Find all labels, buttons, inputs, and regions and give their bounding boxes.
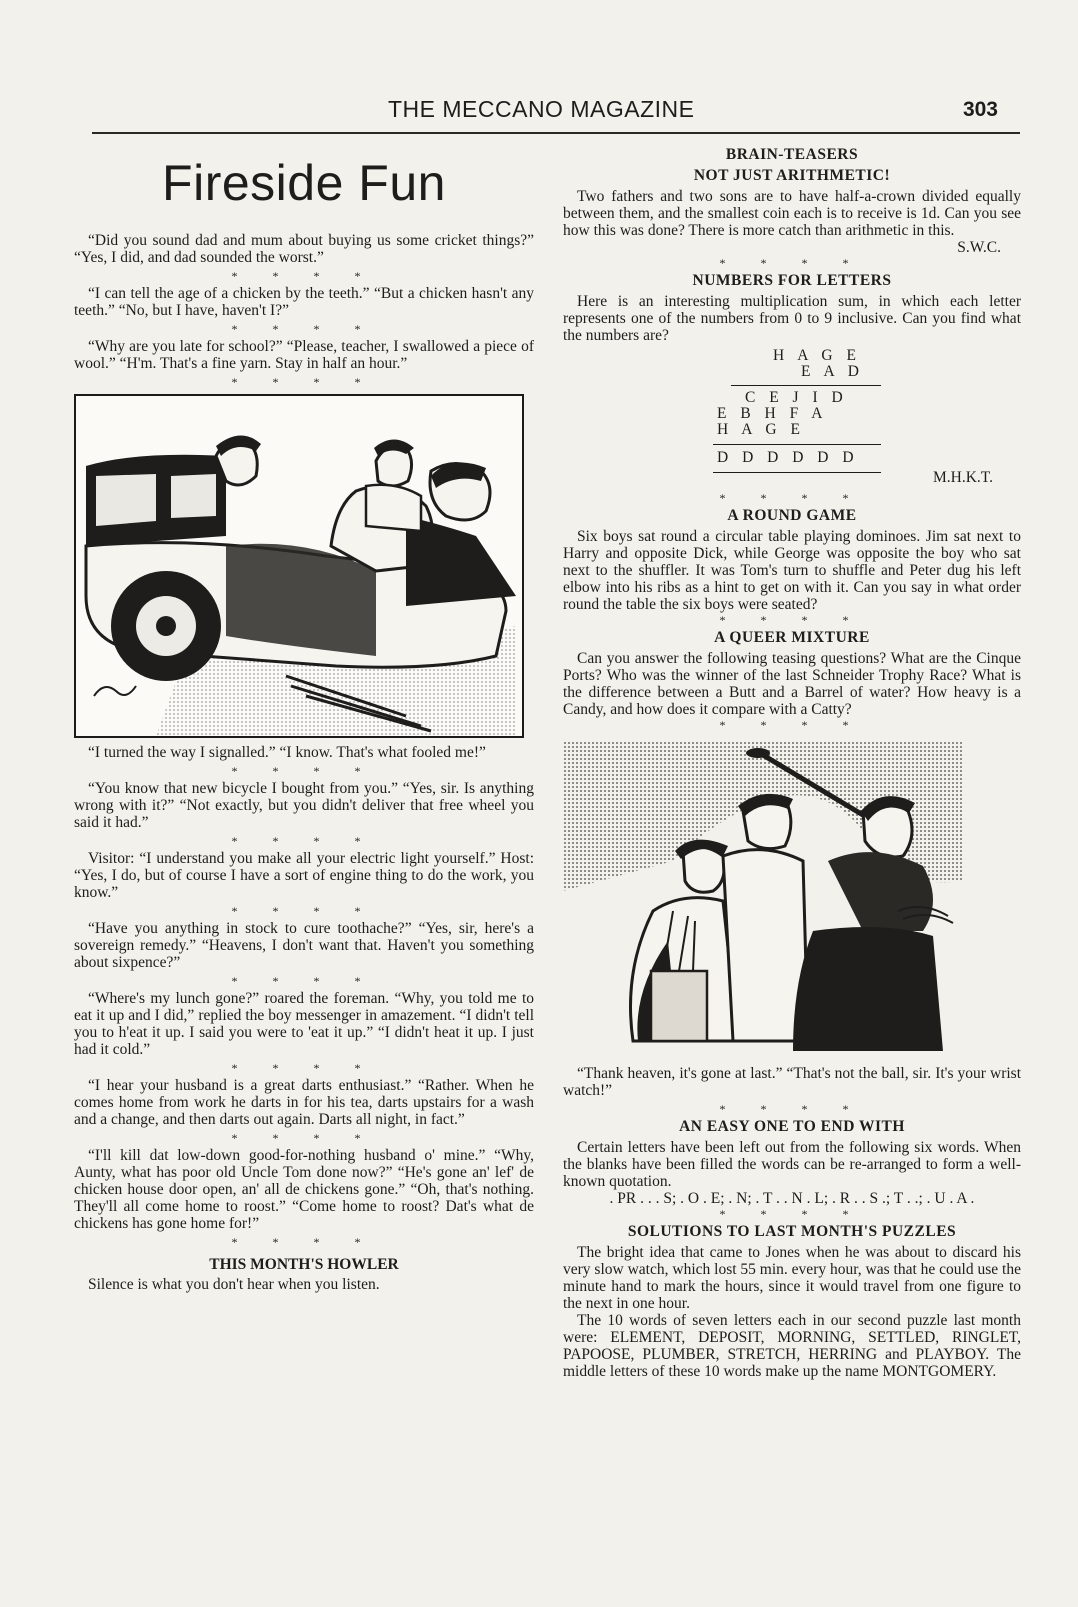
- howler-text: Silence is what you don't hear when you listen.: [88, 1276, 380, 1293]
- joke: “Where's my lunch gone?” roared the foreman. “Why, you told me to eat it up and I did,” replied the boy messenger in amazement. “I didn't tell you to h'eat it up. I said you were to 'eat it up.” “I didn't heat it up. I just had it cold.”: [74, 990, 534, 1058]
- puzzle-signature: M.H.K.T.: [933, 469, 993, 486]
- separator-stars: * * * *: [231, 904, 377, 918]
- puzzle-heading: NUMBERS FOR LETTERS: [692, 272, 892, 289]
- sum-row: H A G E: [717, 421, 805, 438]
- howler-heading: THIS MONTH'S HOWLER: [209, 1256, 399, 1273]
- sum-rule: [713, 472, 881, 473]
- joke: “I hear your husband is a great darts enthusiast.” “Rather. When he comes home from work he darts in for his tea, darts upstairs for a wash and a change, and then darts out again. Darts all night, in fact.”: [74, 1077, 534, 1128]
- separator-stars: * * * *: [719, 613, 865, 627]
- solution-text: The bright idea that came to Jones when he was about to discard his very slow watch, which lost 55 min. every hour, was that he could use the minute hand to mark the hours, since it would travel from one figure to the next in one hour.: [563, 1244, 1021, 1312]
- separator-stars: * * * *: [231, 1061, 377, 1075]
- joke: “You know that new bicycle I bought from you.” “Yes, sir. Is anything wrong with it?” “Not exactly, but you didn't deliver that free wheel you said it had.”: [74, 780, 534, 831]
- joke: Visitor: “I understand you make all your electric light yourself.” Host: “Yes, I do, but of course I have a sort of engine thing to do the work, you know.”: [74, 850, 534, 901]
- puzzle-text: Six boys sat round a circular table playing dominoes. Jim sat next to Harry and opposite Dick, while George was opposite the boy who sat next to the shuffler. It was Tom's turn to shuffle and Peter dug his left elbow into his ribs as a hint to get on with it. Can you say in what order round the table the six boys were seated?: [563, 528, 1021, 613]
- separator-stars: * * * *: [231, 974, 377, 988]
- joke: “I can tell the age of a chicken by the teeth.” “But a chicken hasn't any teeth.” “No, but I have, haven't I?”: [74, 285, 534, 319]
- joke: “I'll kill dat low-down good-for-nothing husband o' mine.” “Why, Aunty, what has poor old Uncle Tom done now?” “He's gone an' lef' de chicken house door open, an' all de chickens gone.” “Oh, that's nothing. They'll all come home to roost.” “Come home to roost? Dat's what de chickens has gone home for!”: [74, 1147, 534, 1232]
- golf-illustration: [563, 741, 963, 1057]
- left-column: [74, 148, 534, 1293]
- right-column: [563, 144, 1021, 1380]
- sum-row: E A D: [801, 363, 864, 380]
- page-header: [92, 92, 1020, 134]
- multiplication-sum: [563, 348, 1021, 490]
- golf-cartoon: [563, 741, 963, 1057]
- feature-title: Fireside Fun: [162, 155, 446, 211]
- puzzle-text: Two fathers and two sons are to have half-a-crown divided equally between them, and the smallest coin each is to receive is 1d. Can you see how this was done? There is more catch than arithmetic in this.: [563, 188, 1021, 239]
- brain-teasers-heading: BRAIN-TEASERS: [725, 146, 859, 163]
- car-cartoon: [74, 394, 524, 738]
- joke: “Did you sound dad and mum about buying us some cricket things?” “Yes, I did, and dad sounded the worst.”: [74, 232, 534, 266]
- separator-stars: * * * *: [719, 1102, 865, 1116]
- puzzle-heading: AN EASY ONE TO END WITH: [679, 1118, 905, 1135]
- separator-stars: * * * *: [231, 1235, 377, 1249]
- puzzle-heading: A ROUND GAME: [727, 507, 857, 524]
- letter-puzzle: . PR . . . S; . O . E; . N; . T . . N . L; . R . . S .; T . .; . U . A .: [609, 1190, 975, 1207]
- puzzle-signature: S.W.C.: [957, 239, 1001, 256]
- sum-rule: [713, 444, 881, 445]
- separator-stars: * * * *: [231, 269, 377, 283]
- solutions-heading: SOLUTIONS TO LAST MONTH'S PUZZLES: [627, 1223, 957, 1240]
- separator-stars: * * * *: [231, 322, 377, 336]
- sum-row: D D D D D D: [717, 449, 859, 466]
- sum-row: H A G E: [773, 347, 861, 364]
- joke: “Why are you late for school?” “Please, teacher, I swallowed a piece of wool.” “H'm. That's a fine yarn. Stay in half an hour.”: [74, 338, 534, 372]
- joke: “Have you anything in stock to cure toothache?” “Yes, sir, here's a sovereign remedy.” “Heavens, I don't want that. Haven't you something about sixpence?”: [74, 920, 534, 971]
- separator-stars: * * * *: [231, 764, 377, 778]
- sum-rule: [731, 385, 881, 386]
- separator-stars: * * * *: [719, 1207, 865, 1221]
- separator-stars: * * * *: [719, 256, 865, 270]
- golf-cartoon-caption: “Thank heaven, it's gone at last.” “That's not the ball, sir. It's your wrist watch!”: [563, 1065, 1021, 1099]
- separator-stars: * * * *: [719, 491, 865, 505]
- puzzle-text: Certain letters have been left out from the following six words. When the blanks have been filled the words can be re-arranged to form a well-known quotation.: [563, 1139, 1021, 1190]
- solution-text: The 10 words of seven letters each in our second puzzle last month were: ELEMENT, DEPOSIT, MORNING, SETTLED, RINGLET, PAPOOSE, PLUMBER, STRETCH, HERRING and PLAYBOY. The middle letters of these 10 words make up the name MONTGOMERY.: [563, 1312, 1021, 1380]
- puzzle-heading: A QUEER MIXTURE: [714, 629, 870, 646]
- sum-row: E B H F A: [717, 405, 828, 422]
- puzzle-text: Can you answer the following teasing questions? What are the Cinque Ports? Who was the winner of the last Schneider Trophy Race? What is the difference between a Butt and a Barrel of water? How heavy is a Candy, and how does it compare with a Catty?: [563, 650, 1021, 718]
- sum-row: C E J I D: [745, 389, 848, 406]
- separator-stars: * * * *: [231, 1131, 377, 1145]
- car-illustration: [76, 396, 522, 736]
- puzzle-text: Here is an interesting multiplication sum, in which each letter represents one of the numbers from 0 to 9 inclusive. Can you find what the numbers are?: [563, 293, 1021, 344]
- separator-stars: * * * *: [231, 834, 377, 848]
- separator-stars: * * * *: [231, 375, 377, 389]
- separator-stars: * * * *: [719, 718, 865, 732]
- magazine-title: THE MECCANO MAGAZINE: [388, 96, 695, 122]
- page-number: 303: [962, 98, 998, 121]
- puzzle-heading: NOT JUST ARITHMETIC!: [693, 167, 891, 184]
- car-cartoon-caption: “I turned the way I signalled.” “I know. That's what fooled me!”: [88, 744, 486, 761]
